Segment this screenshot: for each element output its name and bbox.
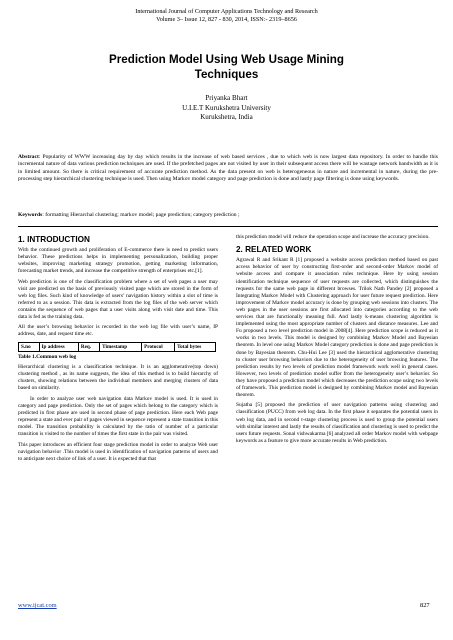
page-number: 827: [420, 602, 430, 609]
abstract: [18, 154, 438, 184]
journal-header: [0, 8, 453, 24]
table-header-cell: Total bytes: [175, 342, 216, 351]
web-log-table: [18, 342, 216, 352]
right-column: [236, 234, 438, 448]
introduction-heading: 1. INTRODUCTION: [18, 235, 90, 244]
abstract-text: : Popularity of WWW increasing day by day which results in the increase of web based services , due to which web is now largest data repository. In order to handle this incremental nature of data various prediction techniques are used. If the prefetched pages are not visited by user in their subsequent access there will be wastage network bandwidth as it is in limited amount. So there is critical requirement of accurate prediction method. As the data present on web is heterogeneous in nature and incremental in nature, during the pre-processing step hierarchical clustering technique is used. Then using Markov model category and page prediction is done and lastly page filtering is done using keywords.: [18, 154, 438, 183]
keywords-label: Keywords: [18, 212, 43, 218]
journal-volume: Volume 3– Issue 12, 827 - 830, 2014, ISSN:- 2319–8656: [156, 16, 297, 23]
intro-paragraph-6: This paper introduces an efficient four stage prediction model in order to analyze Web user navigation behavior .This model is used in identification of navigation patterns of users and to anticipate next choice of link of a user. It is expected that that: [18, 441, 218, 462]
footer-website-link[interactable]: www.ijcat.com: [18, 602, 57, 609]
author-name: Priyanka Bhart: [205, 94, 248, 102]
keywords: [18, 212, 438, 219]
keywords-text: : formatting Hierarchal clustering; markov model; page prediction; category prediction ;: [42, 212, 240, 218]
related-work-heading: 2. RELATED WORK: [236, 245, 312, 255]
table-header-cell: Timestamp: [100, 342, 142, 351]
paper-title-line2: Techniques: [194, 68, 259, 81]
related-paragraph-2: Sujatha [5] proposed the prediction of user navigation patterns using clustering and classification (PUCC) from web log data. In the first phase it separates the potential users in web log data, and in second t-stage clustering process is used to group the potential users with similar interest and lastly the results of classification and clustering is used to predict the users future requests. Sonal vishwakarma [6] analyzed all order Markov model with webpage keywords as a feature to give more accurate results in Web prediction.: [236, 402, 438, 444]
author-block: [0, 94, 453, 123]
intro-continuation: this prediction model will reduce the operation scope and increase the accuracy precision.: [236, 234, 430, 240]
intro-paragraph-3: All the user’s browsing behavior is recorded in the web log file with user’s name, IP address, date, and request time etc.: [18, 324, 218, 338]
paper-title: [0, 52, 453, 82]
intro-paragraph-4: Hierarchical clustering is a classification technique. It is an agglomerative(top down) clustering method , as its name suggests, the idea of this method is to build hierarchy of clusters, showing relations between the individual members and merging clusters of data based on similarity.: [18, 364, 218, 392]
table-header-cell: Protocol: [142, 342, 175, 351]
table-caption: Table 1.Common web log: [18, 354, 77, 361]
intro-paragraph-2: Web prediction is one of the classification problem where a set of web pages a user may visit are predicted on the basis of previously visited page which are stored in the form of web log files. Such kind of knowledge of users’ navigation history within a slot of time is referred to as a session. This data is extracted from the log files of the web server which contains the sequence of web pages that a user visits along with visit date and time. This data is fed as the training data.: [18, 278, 218, 321]
intro-paragraph-1: With the continued growth and proliferation of E-commerce there is need to predict users behavior. These predictions helps in implementing personalization, building proper websites, improving marketing strategy promotion, getting marketing information, forecasting market trends, and increase the competitive strength of enterprises etc.[1].: [18, 247, 218, 275]
author-affiliation: U.I.E.T Kurukshetra University: [182, 103, 271, 112]
author-location: Kurukshetra, India: [200, 113, 253, 121]
related-paragraph-1: Agrawal R and Srikant R [1] proposed a website access prediction method based on past access behavior of user by constructing first-order and second-order Markov model of website access and compare it association rules technique. Here by using session identification technique sequence of user requests are collected, which distinguishes the requests for the same web page in different browses. Trilok Nath Pandey [2] proposed a Integrating Markov Model with Clustering approach for user future request prediction. Here improvement of Markov model accuracy is done by grouping web sessions into clusters. The web pages in the user sessions are first allocated into categories according to the web services that are functionally meaning full. And lastly k-means clustering algorithm is implemented using the most appropriate number of clusters and distance measures. Lee and Fu proposed a two level prediction model in 2008[4]. Here prediction scope is reduced as it works in two levels. This model is designed by combining Markov Model and Bayesian theorem. In level one using Markov Model category prediction is done and page prediction is done by Bayesian theorem. Chu-Hui Lee [3] used the hierarchical agglomerative clustering to cluster user browsing behaviors due to the heterogeneity of user browsing features. The prediction results by two levels of prediction model framework work well in general cases. However, two levels of prediction model suffer from the heterogeneity user’s behavior. So they have proposed a prediction model which decreases the prediction scope using two levels of framework. This prediction model is designed by combining Markov model and Bayesian theorem.: [236, 257, 438, 399]
section-divider: [18, 226, 438, 227]
abstract-label: Abstract: [18, 154, 39, 160]
table-header-cell: S.no: [19, 342, 40, 351]
left-column: [18, 234, 218, 466]
journal-name: International Journal of Computer Applications Technology and Research: [135, 8, 318, 15]
intro-paragraph-5: In order to analyze user web navigation data Markov model is used. It is used in category and page prediction. Only the set of pages which belong to the category which is predicted in first phase are used in second phase of page prediction. Here each Web page represent a state and ever pair of pages viewed in sequence represent a state transition in this model. The transition probability is calculated by the ratio of number of a particular transition is visited to the number of times the first state in the pair was visited.: [18, 395, 218, 438]
table-header-row: [19, 342, 216, 351]
table-header-cell: Ip address: [39, 342, 78, 351]
paper-title-line1: Prediction Model Using Web Usage Mining: [109, 53, 344, 66]
table-header-cell: Req.: [78, 342, 99, 351]
